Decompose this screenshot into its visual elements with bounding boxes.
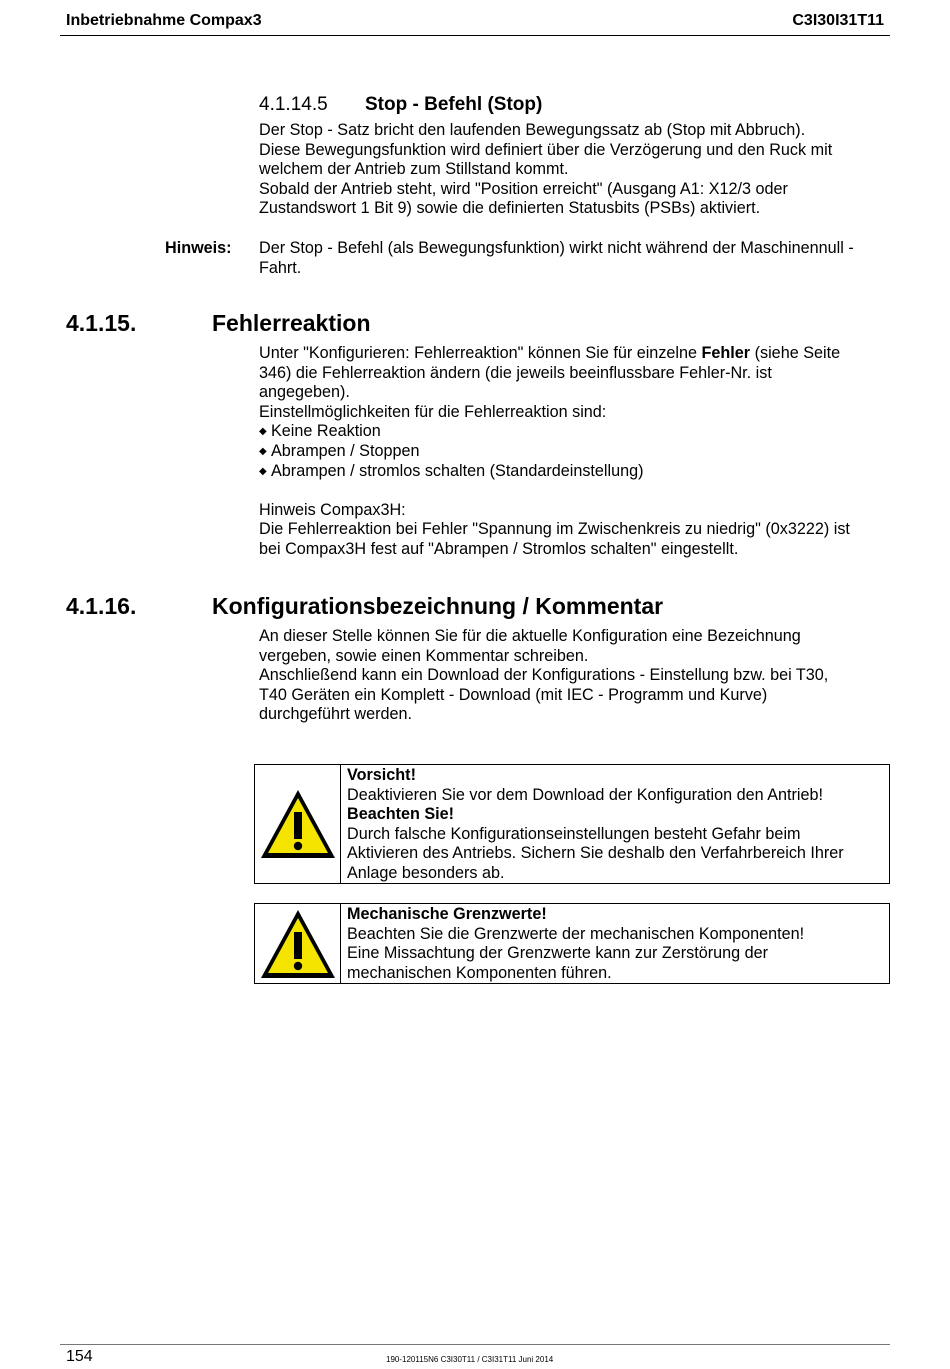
warning-box-grenzwerte bbox=[254, 903, 890, 984]
body-line: Diese Bewegungsfunktion wird definiert über die Verzögerung und den Ruck mit bbox=[259, 140, 833, 159]
list-item bbox=[259, 442, 889, 462]
page-number: 154 bbox=[66, 1348, 93, 1365]
warning-line: Eine Missachtung der Grenzwerte kann zur Zerstörung der bbox=[347, 944, 769, 963]
hint-title: Hinweis Compax3H: bbox=[259, 500, 406, 519]
note-text bbox=[259, 239, 889, 278]
fehlerreaktion-body bbox=[259, 344, 889, 560]
spacer bbox=[259, 481, 889, 501]
section-number: 4.1.15. bbox=[66, 310, 137, 336]
footer-doc-ref: 190-120115N6 C3I30T11 / C3I31T11 Juni 2014 bbox=[386, 1355, 554, 1364]
warning-triangle-icon bbox=[258, 907, 338, 981]
subsection-title: Stop - Befehl (Stop) bbox=[365, 94, 543, 115]
subsection-body bbox=[259, 121, 889, 219]
list-item bbox=[259, 462, 889, 482]
body-line: welchem der Antrieb zum Stillstand kommt. bbox=[259, 160, 569, 179]
section-heading-fehlerreaktion bbox=[66, 310, 371, 337]
body-line: Einstellmöglichkeiten für die Fehlerreaktion sind: bbox=[259, 402, 607, 421]
option-label: Keine Reaktion bbox=[271, 422, 381, 441]
warning-line: Deaktivieren Sie vor dem Download der Konfiguration den Antrieb! bbox=[347, 785, 824, 804]
section-heading-konfiguration bbox=[66, 593, 663, 620]
note-line: Fahrt. bbox=[259, 258, 302, 277]
option-label: Abrampen / Stoppen bbox=[271, 441, 420, 460]
body-line: T40 Geräten ein Komplett - Download (mit IEC - Programm und Kurve) bbox=[259, 685, 768, 704]
body-line: vergeben, sowie einen Kommentar schreiben. bbox=[259, 646, 589, 665]
hint-line: Die Fehlerreaktion bei Fehler "Spannung im Zwischenkreis zu niedrig" (0x3222) ist bbox=[259, 520, 850, 539]
warning-line: Anlage besonders ab. bbox=[347, 863, 505, 882]
body-line: Anschließend kann ein Download der Konfigurations - Einstellung bzw. bei T30, bbox=[259, 666, 829, 685]
warning-text bbox=[341, 765, 850, 883]
footer-divider bbox=[60, 1344, 890, 1345]
intro-text: Unter "Konfigurieren: Fehlerreaktion" können Sie für einzelne bbox=[259, 344, 702, 362]
konfiguration-body bbox=[259, 627, 889, 725]
header-title: Inbetriebnahme Compax3 bbox=[66, 12, 262, 29]
warning-icon-cell bbox=[255, 765, 341, 883]
option-label: Abrampen / stromlos schalten (Standardeinstellung) bbox=[271, 461, 644, 480]
bullet-diamond-icon: ◆ bbox=[259, 445, 267, 457]
header-doc-code: C3I30I31T11 bbox=[792, 12, 884, 29]
body-line: Zustandswort 1 Bit 9) sowie die definierten Statusbits (PSBs) aktiviert. bbox=[259, 199, 761, 218]
body-line: An dieser Stelle können Sie für die aktuelle Konfiguration eine Bezeichnung bbox=[259, 627, 801, 645]
section-number: 4.1.16. bbox=[66, 593, 137, 619]
warning-title: Mechanische Grenzwerte! bbox=[347, 905, 547, 923]
section-title: Konfigurationsbezeichnung / Kommentar bbox=[212, 593, 664, 619]
subsection-number: 4.1.14.5 bbox=[259, 94, 328, 115]
warning-line: mechanischen Komponenten führen. bbox=[347, 963, 612, 982]
section-title: Fehlerreaktion bbox=[212, 310, 371, 336]
bullet-diamond-icon: ◆ bbox=[259, 426, 267, 438]
body-line: Der Stop - Satz bricht den laufenden Bewegungssatz ab (Stop mit Abbruch). bbox=[259, 121, 806, 139]
body-line: angegeben). bbox=[259, 383, 350, 402]
warning-line: Durch falsche Konfigurationseinstellungen besteht Gefahr beim bbox=[347, 824, 801, 843]
warning-triangle-icon bbox=[258, 787, 338, 861]
body-line: Sobald der Antrieb steht, wird "Position erreicht" (Ausgang A1: X12/3 oder bbox=[259, 179, 788, 198]
warning-title: Vorsicht! bbox=[347, 766, 416, 784]
fehler-link-text: Fehler bbox=[701, 344, 751, 362]
hint-line: bei Compax3H fest auf "Abrampen / Stromlos schalten" eingestellt. bbox=[259, 539, 739, 558]
warning-icon-cell bbox=[255, 904, 341, 983]
header-divider bbox=[60, 35, 890, 36]
warning-box-vorsicht bbox=[254, 764, 890, 884]
body-line: 346) die Fehlerreaktion ändern (die jeweils beeinflussbare Fehler-Nr. ist bbox=[259, 363, 772, 382]
intro-text-tail: (siehe Seite bbox=[750, 344, 841, 362]
subsection-heading bbox=[259, 94, 542, 116]
body-line bbox=[259, 344, 889, 364]
bullet-diamond-icon: ◆ bbox=[259, 465, 267, 477]
body-line: durchgeführt werden. bbox=[259, 705, 412, 724]
note-label: Hinweis: bbox=[165, 239, 232, 257]
note-line: Der Stop - Befehl (als Bewegungsfunktion) wirkt nicht während der Maschinennull - bbox=[259, 239, 854, 257]
warning-text bbox=[341, 904, 810, 983]
list-item bbox=[259, 422, 889, 442]
warning-subtitle: Beachten Sie! bbox=[347, 805, 455, 824]
warning-line: Aktivieren des Antriebs. Sichern Sie deshalb den Verfahrbereich Ihrer bbox=[347, 844, 844, 863]
warning-line: Beachten Sie die Grenzwerte der mechanischen Komponenten! bbox=[347, 924, 805, 943]
